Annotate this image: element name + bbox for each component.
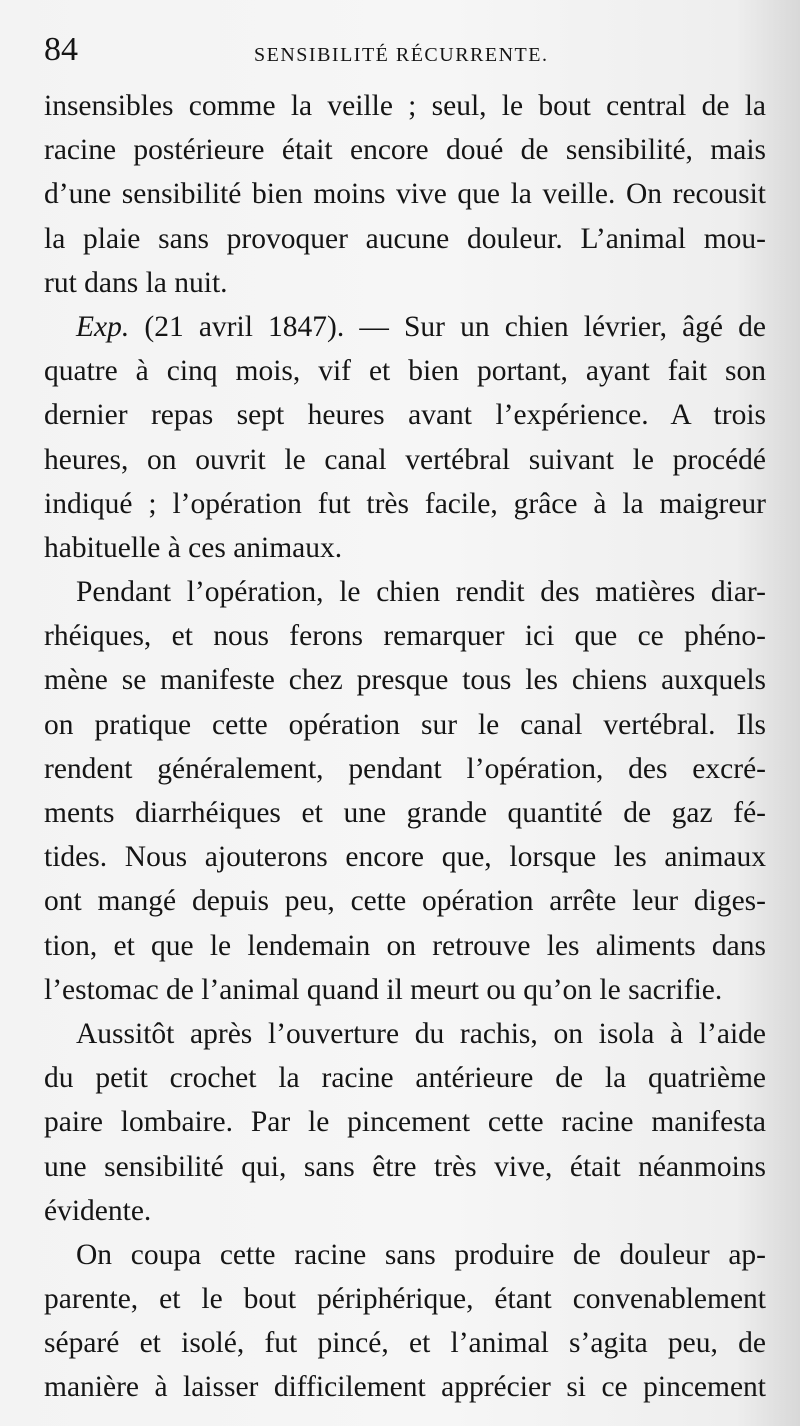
body-text bbox=[44, 84, 766, 1410]
text-line: Aussitôt après l’ouverture du rachis, on isola à l’aide bbox=[76, 1017, 766, 1050]
text-line: tion, et que le lendemain on retrouve les aliments dans bbox=[44, 929, 766, 962]
text-line: dernier repas sept heures avant l’expérience. A trois bbox=[44, 399, 766, 432]
text-line: paire lombaire. Par le pincement cette racine manifesta bbox=[44, 1106, 766, 1139]
text-line: On coupa cette racine sans produire de douleur ap- bbox=[76, 1238, 766, 1271]
paragraph bbox=[44, 1012, 766, 1056]
text-line: tides. Nous ajouterons encore que, lorsque les animaux bbox=[44, 841, 766, 874]
text-line: rut dans la nuit. bbox=[44, 266, 228, 299]
text-line: Exp. (21 avril 1847). — Sur un chien lévrier, âgé de bbox=[76, 310, 766, 343]
text-line: parente, et le bout périphérique, étant convenablement bbox=[44, 1283, 766, 1316]
paragraph-continued bbox=[44, 614, 766, 1012]
text-line: d’une sensibilité bien moins vive que la veille. On recousit bbox=[44, 178, 766, 211]
text-line: Pendant l’opération, le chien rendit des matières diar- bbox=[76, 576, 766, 609]
text-line: racine postérieure était encore doué de sensibilité, mais bbox=[44, 134, 766, 167]
page-header bbox=[44, 26, 764, 70]
paragraph-continued bbox=[44, 1056, 766, 1233]
text-line: insensibles comme la veille ; seul, le bout central de la bbox=[44, 90, 766, 122]
text-line: ont mangé depuis peu, cette opération arrête leur diges- bbox=[44, 885, 766, 918]
text-line: rhéiques, et nous ferons remarquer ici que ce phéno- bbox=[44, 620, 766, 653]
paragraph bbox=[44, 1233, 766, 1277]
text-line: ments diarrhéiques et une grande quantité de gaz fé- bbox=[44, 797, 766, 829]
text-line: indiqué ; l’opération fut très facile, grâce à la maigreur bbox=[44, 487, 766, 520]
experiment-abbrev: Exp. bbox=[76, 310, 130, 343]
text-line: heures, on ouvrit le canal vertébral suivant le procédé bbox=[44, 443, 766, 476]
text-line: quatre à cinq mois, vif et bien portant, ayant fait son bbox=[44, 355, 766, 388]
text-line: rendent généralement, pendant l’opération, des excré- bbox=[44, 752, 766, 785]
paragraph-continued bbox=[44, 1277, 766, 1410]
text-line: une sensibilité qui, sans être très vive, était néanmoins bbox=[44, 1150, 766, 1183]
text-line: séparé et isolé, fut pincé, et l’animal s’agita peu, de bbox=[44, 1327, 766, 1360]
text-line: manière à laisser difficilement apprécier si ce pincement bbox=[44, 1371, 766, 1404]
text-line: la plaie sans provoquer aucune douleur. L’animal mou- bbox=[44, 222, 766, 255]
paragraph-continued bbox=[44, 349, 766, 570]
text-line: mène se manifeste chez presque tous les chiens auxquels bbox=[44, 664, 766, 697]
paragraph bbox=[44, 305, 766, 349]
text-line: évidente. bbox=[44, 1194, 152, 1227]
paragraph bbox=[44, 570, 766, 614]
page-number: 84 bbox=[44, 31, 78, 68]
text-line: l’estomac de l’animal quand il meurt ou qu’on le sacrifie. bbox=[44, 973, 723, 1006]
running-head: SENSIBILITÉ RÉCURRENTE. bbox=[254, 44, 549, 66]
text-line: on pratique cette opération sur le canal vertébral. Ils bbox=[44, 708, 766, 741]
text-line: du petit crochet la racine antérieure de la quatrième bbox=[44, 1062, 766, 1095]
paragraph bbox=[44, 84, 766, 305]
text-line: habituelle à ces animaux. bbox=[44, 531, 343, 564]
